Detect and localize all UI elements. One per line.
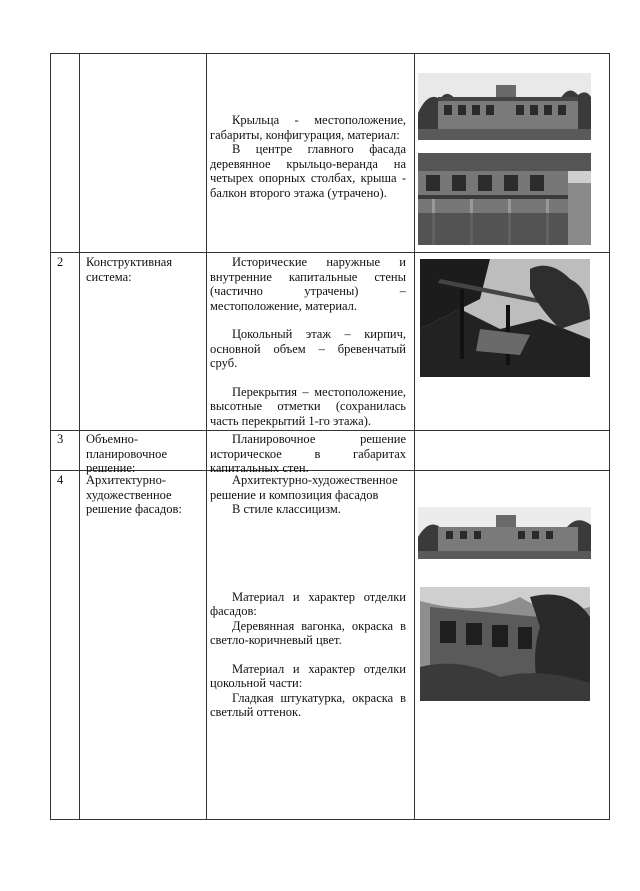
row-3-number: 3 <box>57 432 64 446</box>
row-2-description <box>210 255 406 428</box>
table-border-bottom <box>50 819 610 820</box>
row-3-description <box>210 432 406 476</box>
photo-manor-facade <box>418 73 591 140</box>
plinth-material-heading: Материал и характер отделки цокольной части: <box>210 661 406 690</box>
facade-style-text: В стиле классицизм. <box>232 502 341 516</box>
column-divider-number <box>79 53 80 820</box>
row-2-name: Конструктивная система: <box>86 255 173 284</box>
table-border-left <box>50 53 51 820</box>
photo-ruined-interior <box>420 259 590 377</box>
row-4-description <box>210 473 406 720</box>
porch-text: В центре главного фасада деревянное крыльцо-веранда на четырех опорных столбах, крыша - балкон второго этажа (утрачено). <box>210 142 406 200</box>
row-2-number: 2 <box>57 255 64 269</box>
layout-text: Планировочное решение историческое в габаритах капитальных стен. <box>210 432 406 475</box>
walls-text: Исторические наружные и внутренние капитальные стены (частично утрачены) – местоположение, материал. <box>210 255 406 313</box>
plinth-material-text: Гладкая штукатурка, окраска в светлый оттенок. <box>210 690 406 719</box>
row-3-name: Объемно-планировочное решение: <box>86 432 168 475</box>
facade-composition-heading: Архитектурно-художественное решение и композиция фасадов <box>210 473 398 502</box>
photo-veranda <box>418 153 591 245</box>
column-divider-name <box>206 53 207 820</box>
facade-material-heading: Материал и характер отделки фасадов: <box>210 589 406 618</box>
photo-overgrown-facade <box>420 587 590 701</box>
row-1-description <box>210 113 406 200</box>
porch-heading: Крыльца - местоположение, габариты, конфигурация, материал: <box>210 113 406 142</box>
row-4-name: Архитектурно-художественное решение фасадов: <box>86 473 182 516</box>
floors-text: Перекрытия – местоположение, высотные отметки (сохранилась часть перекрытий 1-го этажа). <box>210 384 406 428</box>
facade-material-text: Деревянная вагонка, окраска в светло-коричневый цвет. <box>210 618 406 647</box>
description-table <box>50 53 610 820</box>
photo-manor-facade-2 <box>418 507 591 559</box>
row-divider-2 <box>50 430 610 431</box>
table-border-top <box>50 53 610 54</box>
row-divider-1 <box>50 252 610 253</box>
row-4-number: 4 <box>57 473 64 487</box>
column-divider-description <box>414 53 415 820</box>
table-border-right <box>609 53 610 820</box>
basement-text: Цокольный этаж – кирпич, основной объем – бревенчатый сруб. <box>210 327 406 370</box>
